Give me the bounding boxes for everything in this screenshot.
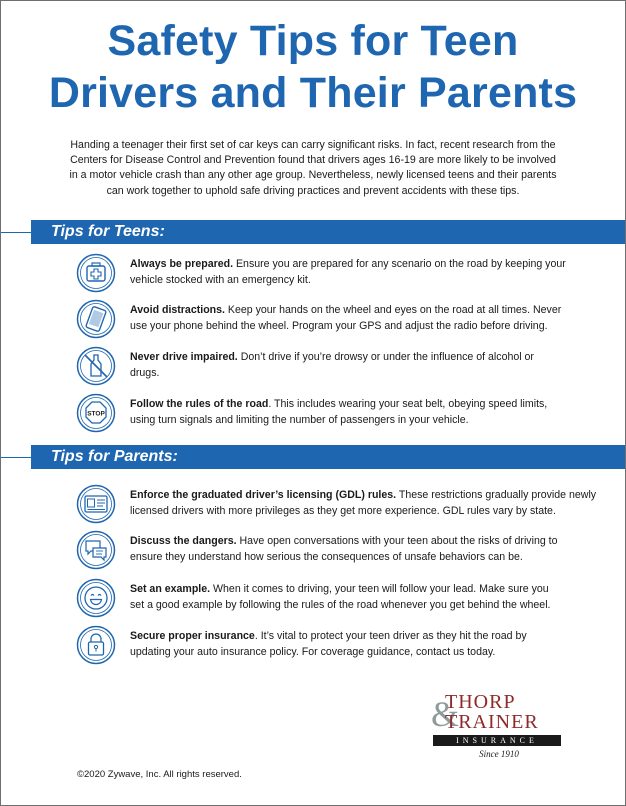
tip-body: Don’t drive if you’re drowsy or under the influence of alcohol or: [237, 351, 534, 363]
section-divider: [1, 232, 31, 233]
parent-tip-gdl: [1, 484, 625, 528]
padlock-icon: [76, 625, 116, 665]
tip-body: Have open conversations with your teen about the risks of driving to: [236, 535, 558, 547]
tip-body: vehicle stocked with an emergency kit.: [130, 273, 311, 286]
tip-body: These restrictions gradually provide newly: [396, 489, 597, 501]
tip-body: ensure they understand how serious the consequences of unsafe behaviors can be.: [130, 550, 523, 563]
logo-ampersand: &: [431, 694, 460, 734]
tip-text: [130, 629, 605, 660]
tip-body: updating your auto insurance policy. For coverage guidance, contact us today.: [130, 645, 496, 658]
stop-sign-label: STOP: [87, 410, 105, 418]
tip-body: drugs.: [130, 366, 160, 379]
teen-tip-distractions: [1, 299, 625, 343]
logo-since: Since 1910: [479, 749, 519, 759]
stop-sign-icon: [76, 393, 116, 433]
license-card-icon: [76, 484, 116, 524]
first-aid-kit-icon: [76, 253, 116, 293]
thorp-trainer-logo: [431, 691, 567, 763]
logo-insurance-band: INSURANCE: [433, 735, 561, 746]
intro-line: Centers for Disease Control and Prevention found that drivers ages 16-19 are more likely to be involved: [70, 154, 556, 167]
teen-tip-prepared: [1, 253, 625, 297]
tip-text: [130, 257, 605, 288]
parent-tip-example: [1, 578, 625, 622]
tip-body: use your phone behind the wheel. Program your GPS and adjust the radio before driving.: [130, 319, 548, 332]
parent-tip-dangers: [1, 530, 625, 574]
page-title: [1, 15, 625, 119]
teen-tip-impaired: [1, 346, 625, 390]
parents-section-heading: Tips for Parents:: [31, 445, 625, 469]
title-line-2: Drivers and Their Parents: [48, 69, 578, 117]
intro-line: can work together to uphold safe driving practices and prevent accidents with these tips.: [106, 184, 520, 197]
tip-body: . It’s vital to protect your teen driver as they hit the road by: [254, 630, 527, 642]
tip-title: Secure proper insurance: [130, 630, 255, 642]
intro-line: in a motor vehicle crash than any other age group. Nevertheless, newly licensed teens and their parents: [69, 169, 557, 182]
tip-body: . This includes wearing your seat belt, obeying speed limits,: [268, 398, 548, 410]
no-alcohol-icon: [76, 346, 116, 386]
tip-text: [130, 303, 605, 334]
tip-body: Keep your hands on the wheel and eyes on the road at all times. Never: [224, 304, 562, 316]
tip-body: licensed drivers with more privileges as they get more experience. GDL rules vary by state.: [130, 504, 556, 517]
tip-title: Discuss the dangers.: [130, 535, 237, 547]
tip-text: [130, 534, 605, 565]
tip-title: Enforce the graduated driver’s licensing (GDL) rules.: [130, 489, 397, 501]
teens-section-heading: Tips for Teens:: [31, 220, 625, 244]
tip-text: [130, 582, 605, 613]
tip-text: [130, 350, 605, 381]
teen-tip-rules: [1, 393, 625, 437]
tip-title: Follow the rules of the road: [130, 398, 269, 410]
logo-thorp: THORP: [445, 691, 516, 713]
copyright: ©2020 Zywave, Inc. All rights reserved.: [77, 769, 242, 780]
smiley-icon: [76, 578, 116, 618]
tip-title: Avoid distractions.: [130, 304, 225, 316]
conversation-icon: [76, 530, 116, 570]
logo-trainer: TRAINER: [445, 711, 539, 733]
section-divider: [1, 457, 31, 458]
tip-text: [130, 488, 605, 519]
tip-body: set a good example by following the rules of the road whenever you get behind the wheel.: [130, 598, 551, 611]
title-line-1: Safety Tips for Teen: [107, 17, 519, 65]
phone-icon: [76, 299, 116, 339]
parent-tip-insurance: [1, 625, 625, 669]
tip-body: When it comes to driving, your teen will follow your lead. Make sure you: [210, 583, 549, 595]
tip-body: using turn signals and limiting the number of passengers in your vehicle.: [130, 413, 469, 426]
tip-title: Always be prepared.: [130, 258, 234, 270]
tip-body: Ensure you are prepared for any scenario on the road by keeping your: [233, 258, 566, 270]
tip-text: [130, 397, 605, 428]
tip-title: Set an example.: [130, 583, 211, 595]
intro-line: Handing a teenager their first set of car keys can carry significant risks. In fact, recent research from the: [70, 139, 556, 151]
intro-paragraph: [53, 138, 573, 199]
tip-title: Never drive impaired.: [130, 351, 238, 363]
